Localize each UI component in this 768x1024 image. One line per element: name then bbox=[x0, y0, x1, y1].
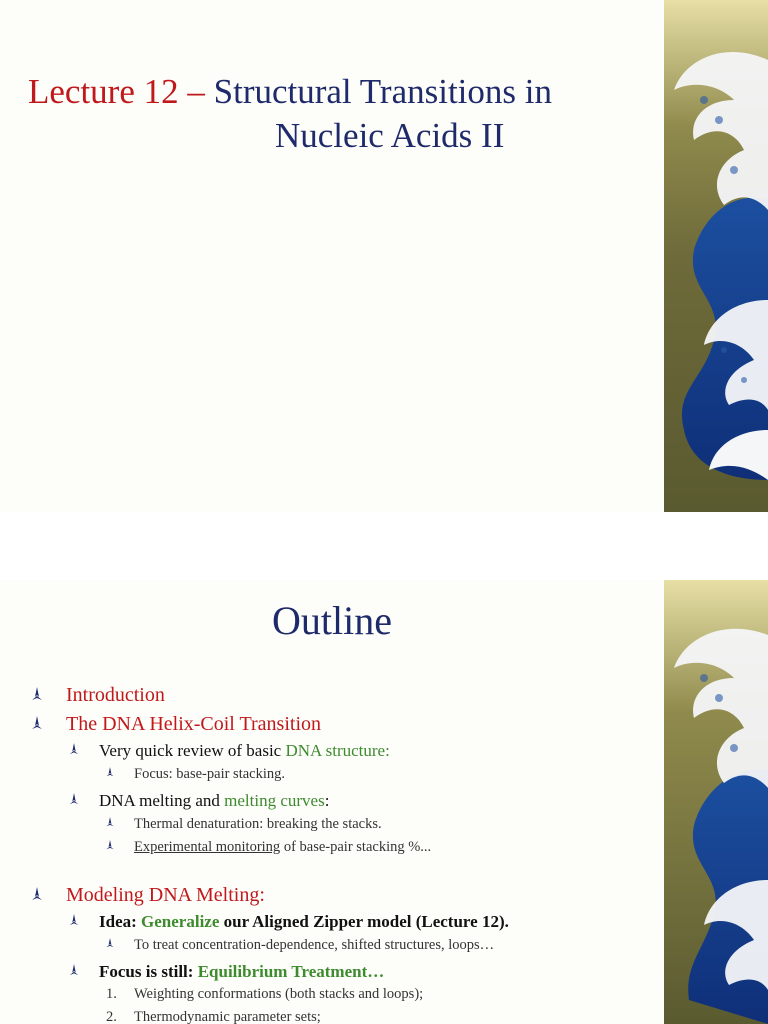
arrow-bullet-icon bbox=[105, 840, 115, 850]
arrow-bullet-icon bbox=[105, 817, 115, 827]
idea-highlight: Generalize bbox=[141, 912, 220, 931]
outline-item-helix-coil: The DNA Helix-Coil Transition bbox=[66, 713, 322, 735]
slide-gap bbox=[0, 512, 768, 580]
wave-border-decoration bbox=[664, 580, 768, 1024]
arrow-bullet-icon bbox=[30, 687, 44, 701]
idea-text: Idea: bbox=[99, 912, 142, 931]
title-prefix: Lecture 12 – bbox=[28, 72, 214, 111]
outline-item-introduction: Introduction bbox=[66, 684, 165, 706]
wave-border-decoration bbox=[664, 0, 768, 512]
arrow-bullet-icon bbox=[68, 743, 80, 755]
arrow-bullet-icon bbox=[68, 964, 80, 976]
focus-still-text: Focus is still: bbox=[99, 962, 198, 981]
review-highlight: DNA structure: bbox=[285, 741, 390, 760]
melting-highlight: melting curves bbox=[224, 791, 325, 810]
list-number: 2. bbox=[106, 1009, 117, 1024]
outline-item-review bbox=[99, 741, 390, 761]
melting-text: DNA melting and bbox=[99, 791, 225, 810]
experimental-suffix: of base-pair stacking %... bbox=[280, 839, 432, 855]
outline-title: Outline bbox=[272, 598, 392, 643]
melting-suffix: : bbox=[324, 791, 330, 810]
arrow-bullet-icon bbox=[68, 914, 80, 926]
arrow-bullet-icon bbox=[105, 938, 115, 948]
outline-item-treat: To treat concentration-dependence, shifted structures, loops… bbox=[134, 937, 495, 953]
outline-item-focus-still bbox=[99, 962, 384, 982]
arrow-bullet-icon bbox=[30, 887, 44, 901]
title-line2: Nucleic Acids II bbox=[275, 116, 505, 155]
outline-item-focus: Focus: base-pair stacking. bbox=[134, 766, 286, 782]
list-number: 1. bbox=[106, 986, 117, 1002]
idea-suffix: our Aligned Zipper model (Lecture 12). bbox=[219, 912, 509, 931]
outline-item-weighting: Weighting conformations (both stacks and loops); bbox=[134, 986, 424, 1002]
experimental-underlined: Experimental monitoring bbox=[134, 839, 281, 855]
outline-item-thermal: Thermal denaturation: breaking the stacks. bbox=[134, 816, 382, 832]
review-text: Very quick review of basic bbox=[99, 741, 286, 760]
arrow-bullet-icon bbox=[68, 793, 80, 805]
outline-slide bbox=[0, 580, 768, 1024]
outline-item-idea bbox=[99, 912, 509, 932]
outline-item-thermo: Thermodynamic parameter sets; bbox=[134, 1009, 321, 1024]
arrow-bullet-icon bbox=[30, 716, 44, 730]
outline-item-modeling: Modeling DNA Melting: bbox=[66, 884, 265, 906]
title-line1: Structural Transitions in bbox=[213, 72, 552, 111]
focus-still-highlight: Equilibrium Treatment… bbox=[197, 962, 385, 981]
arrow-bullet-icon bbox=[105, 767, 115, 777]
lecture-title bbox=[28, 70, 648, 155]
outline-item-melting bbox=[99, 791, 329, 811]
outline-item-experimental bbox=[134, 839, 431, 856]
